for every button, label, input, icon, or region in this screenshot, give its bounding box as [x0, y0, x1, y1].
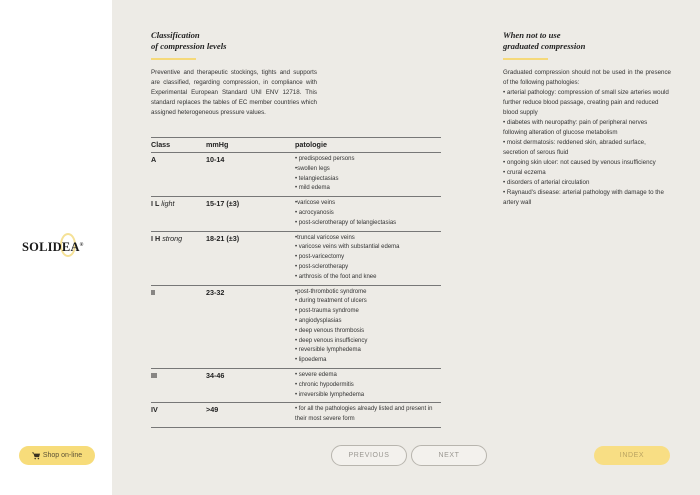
- list-item: • moist dermatosis: reddened skin, abraded surface, secretion of serous fluid: [503, 139, 646, 156]
- title-underline: [151, 58, 196, 60]
- pathology-item: • predisposed persons: [295, 156, 355, 162]
- pathology-item: •swollen legs: [295, 165, 330, 172]
- class-cell: I H strong: [151, 233, 183, 243]
- pathology-item: • during treatment of ulcers: [295, 298, 367, 305]
- classification-section: [151, 30, 317, 118]
- pathology-item: • post-trauma syndrome: [295, 308, 359, 315]
- class-cell: III: [151, 370, 157, 380]
- table-header: [151, 138, 441, 153]
- solidea-logo[interactable]: [22, 231, 97, 261]
- index-button[interactable]: INDEX: [594, 446, 670, 465]
- sidebar: [0, 0, 112, 495]
- pathology-item: • post-sclerotherapy: [295, 263, 349, 270]
- logo-text: SOLIDEA®: [22, 240, 84, 254]
- shop-online-button[interactable]: [19, 446, 95, 465]
- header-class: Class: [151, 140, 171, 149]
- header-mmhg: mmHg: [206, 140, 229, 149]
- table-row: [151, 232, 441, 286]
- list-item: • disorders of arterial circulation: [503, 179, 590, 186]
- mmhg-cell: 34-46: [206, 370, 225, 380]
- pathology-cell: [295, 199, 441, 228]
- next-button[interactable]: NEXT: [411, 445, 487, 466]
- list-item: • ongoing skin ulcer: not caused by venous insufficiency: [503, 159, 656, 166]
- intro-paragraph: Graduated compression should not be used in the presence of the following pathologies:: [503, 69, 671, 86]
- section-title: Classification of compression levels: [151, 30, 227, 51]
- list-item: • diabetes with neuropathy: pain of peripheral nerves following alteration of glucose metabolism: [503, 119, 648, 136]
- pathology-cell: [295, 234, 441, 283]
- list-item: • Raynaud's disease: arterial pathology with damage to the artery wall: [503, 189, 664, 206]
- pathology-item: • post-varicectomy: [295, 254, 345, 261]
- mmhg-cell: 18-21 (±3): [206, 233, 240, 243]
- shop-online-label: Shop on-line: [42, 452, 83, 459]
- pathology-item: •varicose veins: [295, 200, 336, 207]
- pathology-item: • angiodysplasias: [295, 317, 342, 324]
- class-cell: IV: [151, 405, 158, 415]
- class-cell: II: [151, 287, 155, 297]
- intro-paragraph: Preventive and therapeutic stockings, tights and supports are classified, regarding compression, in compliance with Experimental European Standard UNI ENV 12718. This standard replaces the tables of EC member countries which assigned heterogeneous pressure values.: [151, 69, 317, 116]
- contraindications-section: [503, 30, 671, 208]
- pathology-cell: [295, 288, 441, 366]
- pathology-item: • chronic hypodermitis: [295, 381, 354, 388]
- pathology-item: • for all the pathologies already listed and present in their most severe form: [295, 406, 433, 423]
- mmhg-cell: >49: [206, 405, 219, 415]
- mmhg-cell: 15-17 (±3): [206, 199, 240, 209]
- pathology-item: • post-sclerotherapy of telangiectasias: [295, 219, 397, 226]
- table-row: [151, 403, 441, 428]
- pathology-item: • arthrosis of the foot and knee: [295, 273, 377, 280]
- pathology-cell: [295, 405, 441, 425]
- pathology-item: • mild edema: [295, 185, 330, 192]
- class-cell: I L light: [151, 199, 175, 209]
- section-title: When not to use graduated compression: [503, 30, 586, 51]
- class-cell: A: [151, 155, 157, 164]
- mmhg-cell: 23-32: [206, 287, 225, 297]
- title-underline: [503, 58, 548, 60]
- compression-table: [151, 137, 441, 428]
- pathology-item: • acrocyanosis: [295, 209, 334, 216]
- header-patologie: patologie: [295, 140, 327, 149]
- pathology-item: • severe edema: [295, 371, 337, 378]
- pathology-item: • varicose veins with substantial edema: [295, 244, 400, 251]
- pathology-item: • deep venous insufficiency: [295, 337, 368, 344]
- pathology-item: • lipoedema: [295, 357, 327, 364]
- mmhg-cell: 10-14: [206, 155, 225, 164]
- cart-icon: [32, 452, 40, 460]
- table-row: [151, 286, 441, 369]
- previous-button[interactable]: PREVIOUS: [331, 445, 407, 466]
- pathology-cell: [295, 371, 441, 400]
- pathology-item: • reversible lymphedema: [295, 347, 361, 354]
- list-item: • arterial pathology: compression of small size arteries would further reduce blood passage, creating pain and reduced blood supply: [503, 89, 669, 116]
- table-row: [151, 197, 441, 231]
- table-row: [151, 153, 441, 197]
- pathology-item: • deep venous thrombosis: [295, 327, 365, 334]
- pathology-item: •truncal varicose veins: [295, 234, 355, 241]
- pathology-item: • irreversible lymphedema: [295, 391, 365, 398]
- contraindication-list: [503, 88, 671, 208]
- pathology-item: • telangiectasias: [295, 175, 339, 182]
- list-item: • crural eczema: [503, 169, 546, 176]
- pathology-item: •post-thrombotic syndrome: [295, 288, 367, 295]
- table-row: [151, 369, 441, 403]
- pathology-cell: [295, 155, 441, 194]
